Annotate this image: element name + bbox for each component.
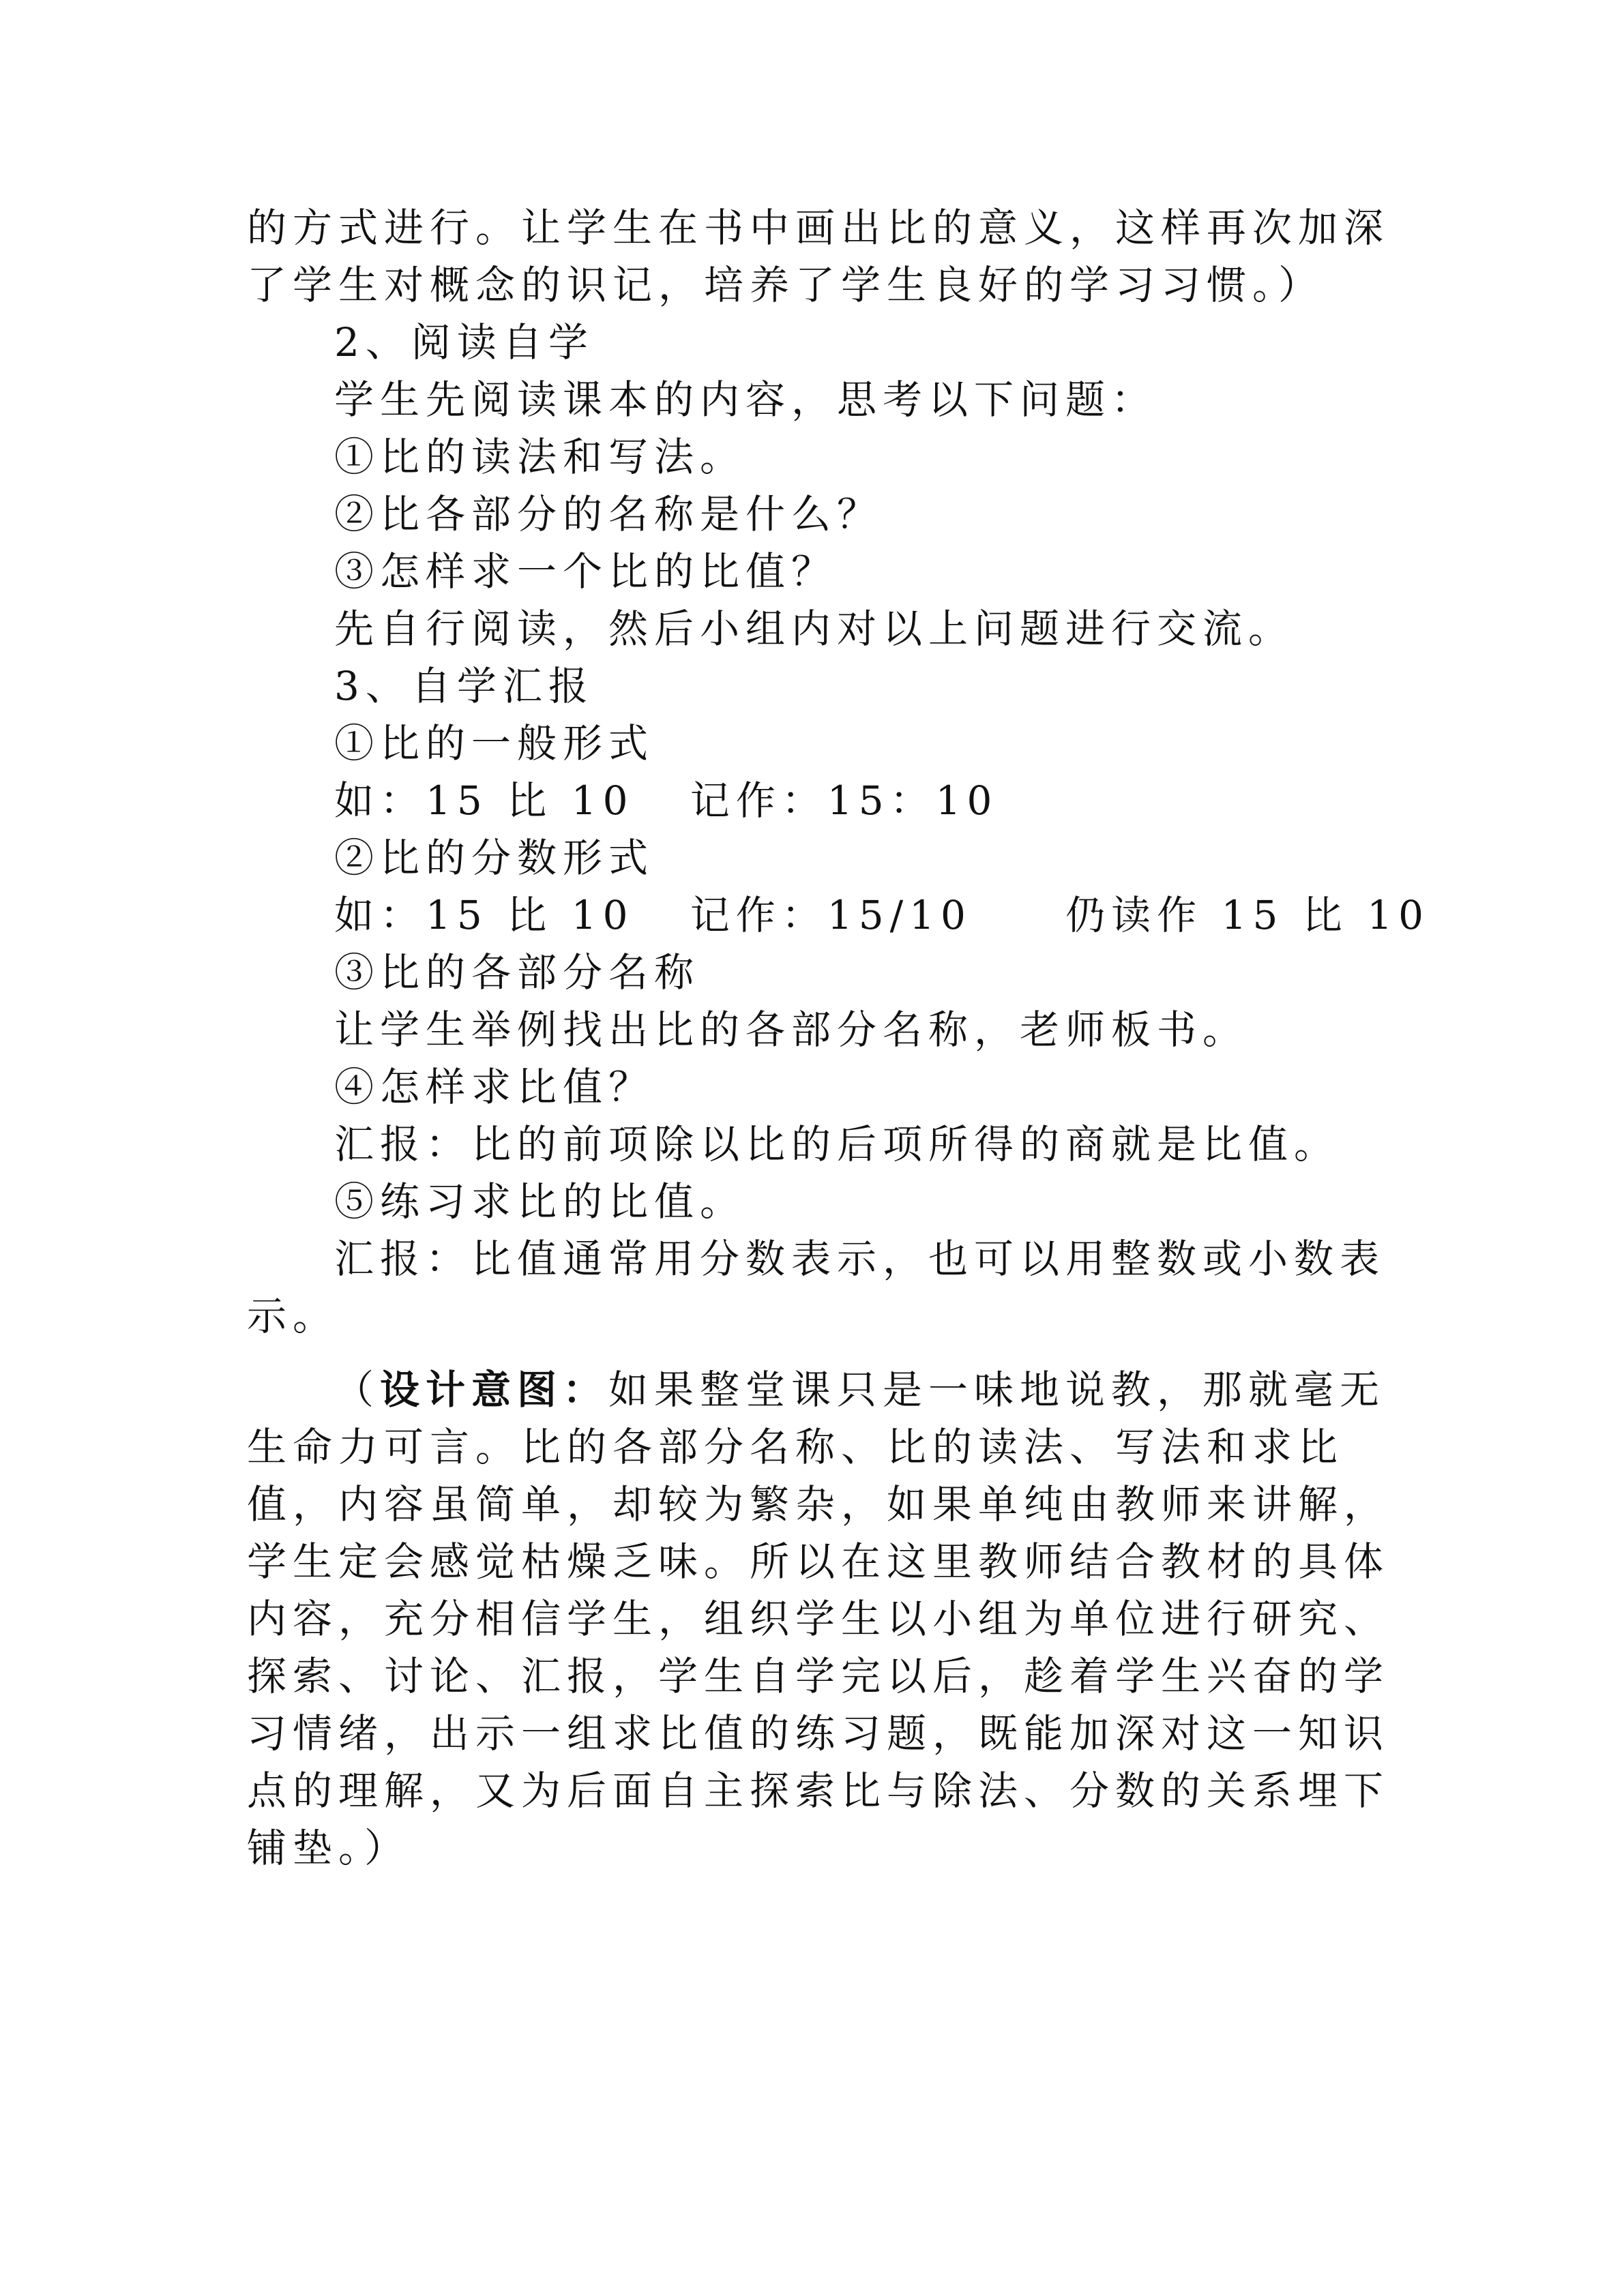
design-intent-line-2: 生命力可言。比的各部分名称、比的读法、写法和求比 xyxy=(247,1424,1344,1470)
design-intent-line-5: 内容，充分相信学生，组织学生以小组为单位进行研究、 xyxy=(247,1596,1390,1642)
section-2-note: 先自行阅读，然后小组内对以上问题进行交流。 xyxy=(334,606,1295,652)
item-2-example: 如：15 比 10 记作：15/10 仍读作 15 比 10 xyxy=(334,892,1430,938)
question-2: ②比各部分的名称是什么？ xyxy=(334,491,883,537)
item-4-report: 汇报：比的前项除以比的后项所得的商就是比值。 xyxy=(334,1121,1340,1167)
intro-line-1: 的方式进行。让学生在书中画出比的意义，这样再次加深 xyxy=(247,205,1390,251)
design-intent-line-7: 习情绪，出示一组求比值的练习题，既能加深对这一知识 xyxy=(247,1710,1390,1757)
design-intent-line-3: 值，内容虽简单，却较为繁杂，如果单纯由教师来讲解， xyxy=(247,1481,1390,1527)
intro-line-2: 了学生对概念的识记，培养了学生良好的学习习惯。） xyxy=(247,262,1325,308)
design-intent-line-8: 点的理解，又为后面自主探索比与除法、分数的关系埋下 xyxy=(247,1768,1390,1814)
design-intent-first-line xyxy=(247,1361,1386,1418)
item-3-note: 让学生举例找出比的各部分名称，老师板书。 xyxy=(334,1007,1249,1053)
design-intent-first-line-text: 如果整堂课只是一味地说教，那就毫无 xyxy=(608,1367,1386,1413)
item-1: ①比的一般形式 xyxy=(334,720,655,766)
question-3: ③怎样求一个比的比值？ xyxy=(334,548,838,595)
design-intent-open-paren: （ xyxy=(334,1367,381,1413)
item-5: ⑤练习求比的比值。 xyxy=(334,1178,746,1225)
item-1-example: 如：15 比 10 记作：15：10 xyxy=(334,777,999,824)
item-5-report-line-2: 示。 xyxy=(247,1293,339,1339)
design-intent-line-9: 铺垫。） xyxy=(247,1825,411,1871)
section-2-prompt: 学生先阅读课本的内容，思考以下问题： xyxy=(334,376,1157,423)
item-4: ④怎样求比值？ xyxy=(334,1064,655,1110)
document-body xyxy=(247,199,1430,1877)
item-3: ③比的各部分名称 xyxy=(334,949,700,996)
design-intent-line-4: 学生定会感觉枯燥乏味。所以在这里教师结合教材的具体 xyxy=(247,1538,1390,1585)
section-3-heading: 3、自学汇报 xyxy=(334,663,594,709)
item-2: ②比的分数形式 xyxy=(334,835,655,881)
section-2-heading: 2、阅读自学 xyxy=(334,319,594,366)
item-5-report-line-1: 汇报：比值通常用分数表示，也可以用整数或小数表 xyxy=(334,1236,1386,1282)
design-intent-label: 设计意图： xyxy=(380,1367,609,1413)
design-intent-line-6: 探索、讨论、汇报，学生自学完以后，趁着学生兴奋的学 xyxy=(247,1653,1390,1699)
question-1: ①比的读法和写法。 xyxy=(334,434,746,480)
